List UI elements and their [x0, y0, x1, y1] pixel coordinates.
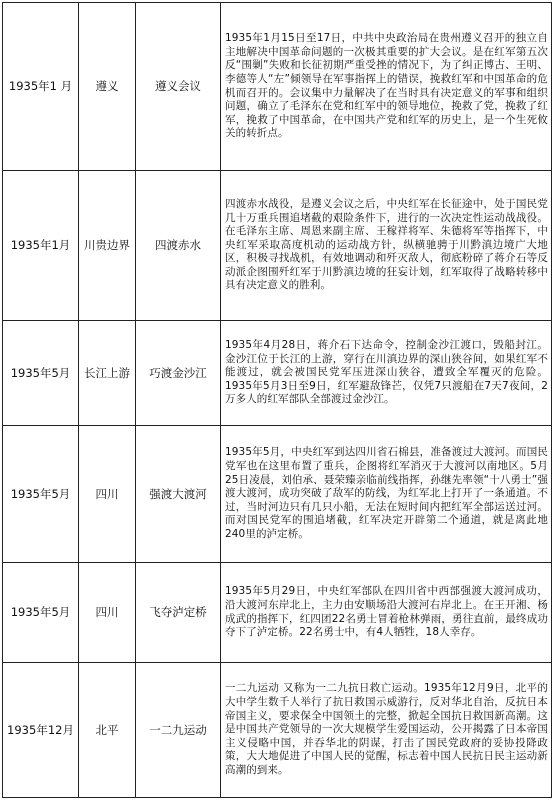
date-cell: 1935年1 月: [3, 3, 79, 171]
place-cell: 四川: [79, 563, 136, 663]
table-row: [3, 663, 552, 798]
place-cell: 遵义: [79, 3, 136, 171]
place-cell: 川贵边界: [79, 171, 136, 321]
description-cell: 1935年5月，中央红军到达四川省石棉县，准备渡过大渡河。而国民党军也在这里布置了重兵，企图将红军消灭于大渡河以南地区。5月25日凌晨，刘伯承、聂荣臻亲临前线指挥，孙继先率领“十八勇士”强渡大渡河，成功突破了敌军的防线，为红军北上打开了一条通道。不过，当时河边只有几只小船，无法在短时间内把红军全部运送过河。而对国民党军的围追堵截，红军决定开辟第二个通道，就是离此地240里的泸定桥。: [221, 426, 552, 563]
table-row: [3, 171, 552, 321]
date-cell: 1935年12月: [3, 663, 79, 798]
date-cell: 1935年5月: [3, 426, 79, 563]
description-cell: 1935年1月15日至17日，中共中央政治局在贵州遵义召开的独立自主地解决中国革命问题的一次极其重要的扩大会议。是在红军第五次反“围剿”失败和长征初期严重受挫的情况下，为了纠正博古、王明、李德等人“左”倾领导在军事指挥上的错误，挽救红军和中国革命的危机而召开的。会议集中力量解决了在当时具有决定意义的军事和组织问题，确立了毛泽东在党和红军中的领导地位，挽救了党，挽救了红军，挽救了中国革命，在中国共产党和红军的历史上，是一个生死攸关的转折点。: [221, 3, 552, 171]
place-cell: 四川: [79, 426, 136, 563]
table-row: [3, 426, 552, 563]
description-cell: 1935年4月28日，蒋介石下达命令，控制金沙江渡口，毁船封江。金沙江位于长江的上游，穿行在川滇边界的深山狭谷间，如果红军不能渡过，就会被国民党军压进深山狭谷，遭致全军覆灭的危险。1935年5月3日至9日，红军避敌锋芒，仅凭7只渡船在7天7夜间，2万多人的红军部队全部渡过金沙江。: [221, 321, 552, 426]
table-row: [3, 3, 552, 171]
event-cell: 一二九运动: [136, 663, 221, 798]
place-cell: 长江上游: [79, 321, 136, 426]
event-cell: 四渡赤水: [136, 171, 221, 321]
table-row: [3, 321, 552, 426]
date-cell: 1935年5月: [3, 321, 79, 426]
date-cell: 1935年1月: [3, 171, 79, 321]
description-cell: 一二九运动 又称为一二九抗日救亡运动。1935年12月9日，北平的大中学生数千人举行了抗日救国示威游行，反对华北自治，反抗日本帝国主义，要求保全中国领土的完整，掀起全国抗日救国新高潮。这是中国共产党领导的一次大规模学生爱国运动，公开揭露了日本帝国主义侵略中国，并吞华北的阴谋，打击了国民党政府的妥协投降政策，大大地促进了中国人民的觉醒，标志着中国人民抗日民主运动新高潮的到来。: [221, 663, 552, 798]
date-cell: 1935年5月: [3, 563, 79, 663]
event-cell: 飞夺泸定桥: [136, 563, 221, 663]
event-cell: 强渡大渡河: [136, 426, 221, 563]
place-cell: 北平: [79, 663, 136, 798]
description-cell: 四渡赤水战役，是遵义会议之后，中央红军在长征途中，处于国民党几十万重兵围追堵截的艰险条件下，进行的一次决定性运动战战役。在毛泽东主席、周恩来副主席、王稼祥将军、朱德将军等指挥下，中央红军采取高度机动的运动战方针，纵横驰骋于川黔滇边境广大地区，积极寻找战机，有效地调动和歼灭敌人，彻底粉碎了蒋介石等反动派企图围歼红军于川黔滇边境的狂妄计划，红军取得了战略转移中具有决定意义的胜利。: [221, 171, 552, 321]
event-cell: 遵义会议: [136, 3, 221, 171]
description-cell: 1935年5月29日，中央红军部队在四川省中西部强渡大渡河成功，沿大渡河东岸北上，主力由安顺场沿大渡河右岸北上。在王开湘、杨成武的指挥下，红四团22名勇士冒着枪林弹雨，勇往直前，最终成功夺下了泸定桥。22名勇士中，有4人牺牲，18人幸存。: [221, 563, 552, 663]
table-row: [3, 563, 552, 663]
event-cell: 巧渡金沙江: [136, 321, 221, 426]
history-events-table: [2, 2, 552, 798]
